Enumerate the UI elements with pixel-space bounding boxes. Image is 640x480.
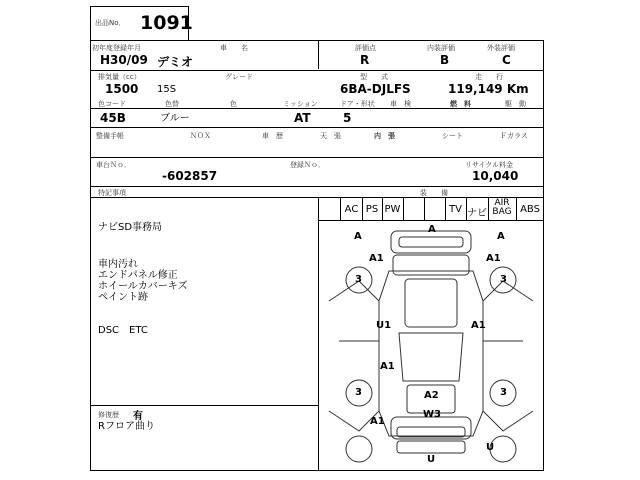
- mileage-value: 119,149 Km: [448, 82, 529, 96]
- damage-mark: U: [486, 442, 495, 453]
- label-inspection: 車 検: [390, 100, 411, 108]
- damage-mark: A: [497, 231, 505, 242]
- label-displacement: 排気量（cc）: [98, 73, 141, 81]
- label-car-name: 車 名: [220, 44, 248, 52]
- label-doors: ドア・形状: [340, 100, 375, 108]
- label-front-glass: Ｆガラス: [500, 132, 528, 140]
- registration-value: H30/09: [100, 53, 148, 67]
- note-line: ペイント跡: [98, 292, 148, 303]
- repair-note: Rフロア曲り: [98, 421, 155, 432]
- label-fuel: 燃 料: [450, 100, 471, 108]
- lot-label: 出品No．: [95, 19, 126, 27]
- damage-mark: 3: [500, 387, 507, 398]
- notes-header: 特記事項: [98, 189, 126, 197]
- doors-value: 5: [343, 111, 352, 125]
- damage-mark: A1: [380, 361, 395, 372]
- label-color: 色: [230, 100, 237, 108]
- label-chassis-number: 車台Ｎｏ．: [96, 161, 131, 169]
- label-exterior-grade: 外装評価: [487, 44, 515, 52]
- lot-number: 1091: [140, 12, 193, 34]
- car-damage-diagram: [319, 221, 543, 470]
- equip-ac: AC: [344, 204, 359, 215]
- label-mission: ミッション: [283, 100, 318, 108]
- label-first-registration: 初年度登録年月: [92, 44, 141, 52]
- equip-navi: ナビ: [467, 208, 487, 219]
- label-interior-trim: 内 張: [374, 132, 395, 140]
- label-drive: 駆 動: [505, 100, 526, 108]
- interior-grade-value: B: [440, 53, 450, 67]
- label-recycle-fee: リサイクル料金: [465, 161, 514, 169]
- label-nox: ＮＯＸ: [190, 132, 211, 140]
- label-mileage: 走 行: [475, 73, 503, 81]
- label-history: 車 歴: [262, 132, 283, 140]
- note-line: ホイールカバーキズ: [98, 281, 188, 292]
- equip-airbag: AIR BAG: [492, 198, 512, 217]
- model-value: 6BA-DJLFS: [340, 82, 411, 96]
- damage-mark: A1: [369, 253, 384, 264]
- label-model: 型 式: [360, 73, 388, 81]
- score-value: R: [360, 53, 370, 67]
- recycle-fee-value: 10,040: [472, 169, 519, 183]
- label-seat: シート: [442, 132, 463, 140]
- exterior-grade-value: C: [502, 53, 511, 67]
- damage-mark: A1: [471, 320, 486, 331]
- mission-value: AT: [294, 111, 311, 125]
- equip-ps: PS: [365, 204, 379, 215]
- damage-mark: A: [354, 231, 362, 242]
- damage-mark: A2: [424, 390, 439, 401]
- equip-pw: PW: [384, 204, 401, 215]
- displacement-value: 1500: [105, 82, 139, 96]
- damage-mark: A1: [370, 416, 385, 427]
- grade-value: 15S: [157, 84, 177, 95]
- label-color-change: 色替: [165, 100, 179, 108]
- label-color-code: 色コード: [98, 100, 126, 108]
- note-line: エンドパネル修正: [98, 270, 178, 281]
- repair-history-label: 修復歴: [98, 411, 119, 419]
- equip-abs: ABS: [520, 204, 540, 215]
- damage-mark: 3: [355, 387, 362, 398]
- damage-mark: U: [427, 454, 436, 465]
- chassis-number-value: -602857: [162, 169, 218, 183]
- damage-mark: A1: [486, 253, 501, 264]
- equip-tv: TV: [449, 204, 462, 215]
- damage-mark: 3: [500, 274, 507, 285]
- damage-mark: 3: [355, 274, 362, 285]
- color-value: ブルー: [160, 113, 190, 124]
- damage-mark: A: [428, 224, 436, 235]
- repair-history-value: 有: [133, 411, 143, 422]
- label-grade: グレード: [225, 73, 253, 81]
- note-line: DSC ETC: [98, 325, 148, 336]
- label-roof: 天 張: [320, 132, 341, 140]
- label-interior-grade: 内装評価: [427, 44, 455, 52]
- label-score: 評価点: [355, 44, 376, 52]
- equipment-header: 装 備: [420, 189, 448, 197]
- car-name-value: デミオ: [157, 55, 194, 69]
- damage-mark: U1: [376, 320, 392, 331]
- color-code-value: 45B: [100, 111, 126, 125]
- label-registration-number: 登録Ｎｏ．: [290, 161, 325, 169]
- damage-mark: W3: [423, 409, 441, 420]
- note-line: ナビSD事務局: [98, 222, 163, 233]
- note-line: 車内汚れ: [98, 259, 138, 270]
- label-manual: 整備手帳: [96, 132, 124, 140]
